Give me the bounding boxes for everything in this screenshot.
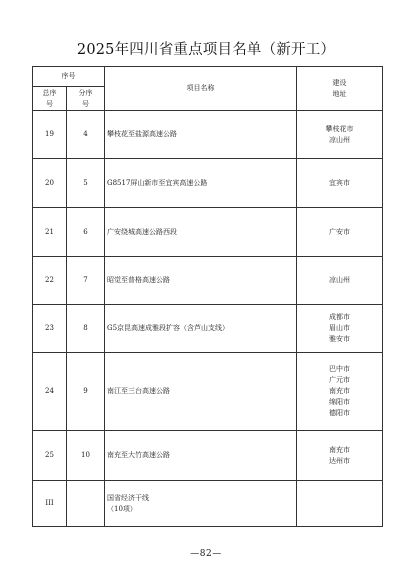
table-row: [33, 305, 383, 353]
header-total: [33, 87, 67, 111]
cell-name: 南充至大竹高速公路: [105, 431, 297, 481]
cell-sub: 10: [67, 431, 105, 481]
cell-location: 凉山州: [297, 257, 383, 305]
cell-name: 南江至三台高速公路: [105, 353, 297, 431]
cell-sub: 5: [67, 159, 105, 208]
cell-name: 国省经济干线 （10项）: [105, 481, 297, 527]
cell-name: G5京昆高速成雅段扩容（含芦山支线）: [105, 305, 297, 353]
cell-total: III: [33, 481, 67, 527]
cell-sub: 4: [67, 111, 105, 159]
header-location: [297, 67, 383, 111]
project-table: [32, 66, 383, 527]
cell-sub: [67, 481, 105, 527]
header-name: 项目名称: [105, 67, 297, 111]
table-row: [33, 257, 383, 305]
cell-total: 23: [33, 305, 67, 353]
header-location-text: 建设地址: [332, 78, 347, 98]
cell-name: 攀枝花至盐源高速公路: [105, 111, 297, 159]
cell-total: 19: [33, 111, 67, 159]
cell-location: 南充市 达州市: [297, 431, 383, 481]
page-number: —82—: [190, 549, 222, 559]
cell-name: 昭觉至普格高速公路: [105, 257, 297, 305]
cell-total: 20: [33, 159, 67, 208]
table-row: [33, 111, 383, 159]
cell-location: [297, 481, 383, 527]
page-title: 2025年四川省重点项目名单（新开工）: [76, 42, 336, 58]
cell-total: 25: [33, 431, 67, 481]
cell-location: 宜宾市: [297, 159, 383, 208]
table-row: [33, 353, 383, 431]
table-row: [33, 481, 383, 527]
cell-sub: 8: [67, 305, 105, 353]
cell-location: 巴中市 广元市 南充市 绵阳市 德阳市: [297, 353, 383, 431]
table-row: [33, 208, 383, 257]
cell-location: 攀枝花市 凉山州: [297, 111, 383, 159]
cell-sub: 6: [67, 208, 105, 257]
table-row: [33, 431, 383, 481]
cell-total: 22: [33, 257, 67, 305]
cell-name: G8517屏山新市至宜宾高速公路: [105, 159, 297, 208]
header-row-1: [33, 67, 383, 87]
cell-total: 21: [33, 208, 67, 257]
cell-sub: 9: [67, 353, 105, 431]
header-total-text: 总序号: [42, 88, 57, 108]
cell-location: 广安市: [297, 208, 383, 257]
cell-total: 24: [33, 353, 67, 431]
cell-location: 成都市 眉山市 雅安市: [297, 305, 383, 353]
header-sub: [67, 87, 105, 111]
cell-name: 广安绕城高速公路西段: [105, 208, 297, 257]
header-sub-text: 分序号: [78, 88, 93, 108]
table-row: [33, 159, 383, 208]
header-seq: 序号: [33, 67, 105, 87]
cell-sub: 7: [67, 257, 105, 305]
